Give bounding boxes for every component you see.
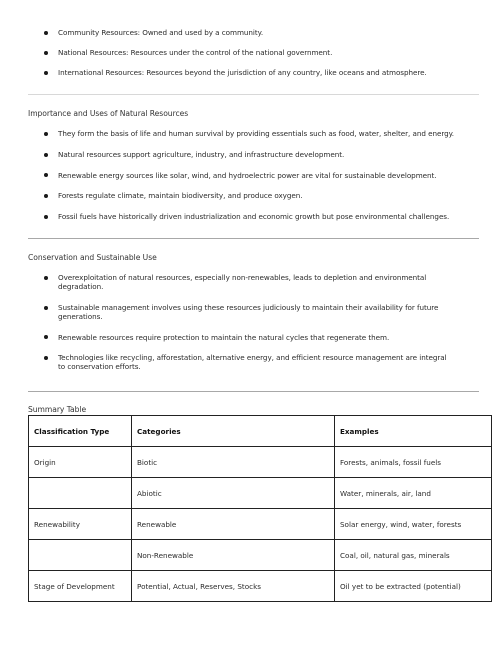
table-row	[29, 571, 492, 602]
conservation-heading: Conservation and Sustainable Use	[28, 253, 157, 262]
table-cell: Oil yet to be extracted (potential)	[335, 571, 492, 602]
list-item: Fossil fuels have historically driven industrialization and economic growth but pose environmental challenges.	[28, 212, 468, 221]
table-cell: Abiotic	[132, 478, 335, 509]
table-row	[29, 447, 492, 478]
section-divider	[28, 94, 479, 95]
section-divider	[28, 238, 479, 239]
list-item: They form the basis of life and human survival by providing essentials such as food, water, shelter, and energy.	[28, 129, 468, 138]
table-cell: Renewable	[132, 509, 335, 540]
list-item: Technologies like recycling, afforestation, alternative energy, and efficient resource management are integral to conservation efforts.	[28, 353, 453, 372]
table-cell	[29, 540, 132, 571]
table-cell: Potential, Actual, Reserves, Stocks	[132, 571, 335, 602]
column-header: Examples	[335, 416, 492, 447]
importance-list	[28, 129, 468, 222]
conservation-list	[28, 273, 453, 372]
list-item: Natural resources support agriculture, industry, and infrastructure development.	[28, 150, 468, 159]
list-item: Overexploitation of natural resources, especially non-renewables, leads to depletion and environmental degradation.	[28, 273, 453, 292]
importance-heading: Importance and Uses of Natural Resources	[28, 109, 189, 118]
table-cell: Non-Renewable	[132, 540, 335, 571]
list-item: National Resources: Resources under the control of the national government.	[28, 48, 468, 57]
table-cell: Renewability	[29, 509, 132, 540]
column-header: Classification Type	[29, 416, 132, 447]
summary-table-heading: Summary Table	[28, 405, 87, 414]
table-cell: Water, minerals, air, land	[335, 478, 492, 509]
column-header: Categories	[132, 416, 335, 447]
table-row	[29, 509, 492, 540]
table-row	[29, 478, 492, 509]
table-cell: Biotic	[132, 447, 335, 478]
list-item: Forests regulate climate, maintain biodiversity, and produce oxygen.	[28, 191, 468, 200]
list-item: Renewable resources require protection to maintain the natural cycles that regenerate them.	[28, 333, 453, 342]
table-header-row	[29, 416, 492, 447]
table-cell: Forests, animals, fossil fuels	[335, 447, 492, 478]
section-divider	[28, 391, 479, 392]
list-item: International Resources: Resources beyond the jurisdiction of any country, like oceans and atmosphere.	[28, 68, 468, 77]
table-cell	[29, 478, 132, 509]
table-cell: Coal, oil, natural gas, minerals	[335, 540, 492, 571]
table-cell: Origin	[29, 447, 132, 478]
ownership-types-list	[28, 28, 468, 77]
summary-table	[28, 415, 492, 602]
list-item: Community Resources: Owned and used by a community.	[28, 28, 468, 37]
table-row	[29, 540, 492, 571]
table-cell: Solar energy, wind, water, forests	[335, 509, 492, 540]
list-item: Renewable energy sources like solar, wind, and hydroelectric power are vital for sustainable development.	[28, 171, 468, 180]
list-item: Sustainable management involves using these resources judiciously to maintain their availability for future generations.	[28, 303, 453, 322]
table-cell: Stage of Development	[29, 571, 132, 602]
